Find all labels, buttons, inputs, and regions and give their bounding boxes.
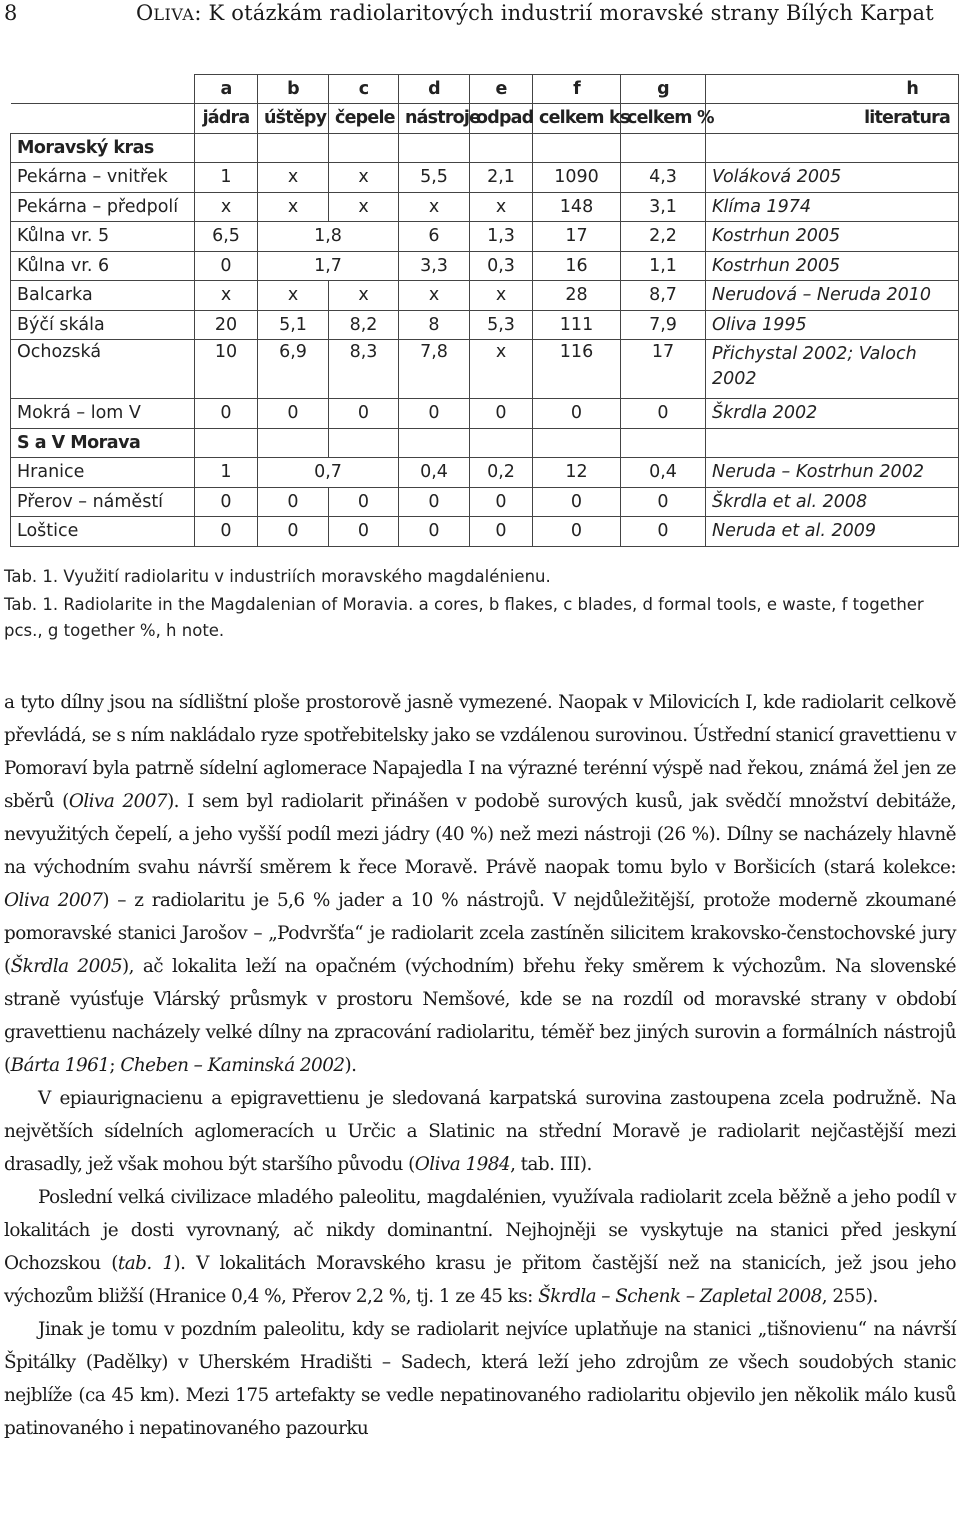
value-cell: 6,9 [258,340,329,399]
value-cell: 0 [258,487,329,517]
header-row-letters [11,75,959,104]
site-name: Kůlna vr. 5 [11,222,195,252]
header-blank-cell [11,104,195,134]
citation: Bárta 1961 [10,1055,110,1076]
value-cell: x [258,281,329,311]
empty-cell [399,428,470,458]
value-cell: 0 [399,517,470,547]
empty-cell [706,133,959,163]
empty-cell [533,428,621,458]
reference-cell: Přichystal 2002; Valoch 2002 [706,340,959,399]
value-cell: 20 [195,310,258,340]
value-cell: 7,8 [399,340,470,399]
value-cell: 4,3 [621,163,706,193]
table-row [11,487,959,517]
citation: tab. 1 [117,1253,174,1274]
table-row [11,281,959,311]
value-cell: x [329,192,399,222]
section-title: Moravský kras [11,133,195,163]
header-blank-cell [11,75,195,104]
caption-czech: Tab. 1. Využití radiolaritu v industriích moravského magdalénienu. [4,567,551,586]
value-cell: 7,9 [621,310,706,340]
value-cell: 1,8 [258,222,399,252]
text-run: ) – z radiolaritu je 5,6 % jader a 10 % nástrojů. V nejdůležitější, protože moderně zkoumané pomoravské stanici Jarošov – „Podvršťa“ je radiolarit zcela zastíněn silicitem krakovsko-čenstochovské jury ( [4,890,956,977]
value-cell: 17 [533,222,621,252]
site-name: Kůlna vr. 6 [11,251,195,281]
value-cell: x [195,281,258,311]
table-row [11,458,959,488]
table-row [11,163,959,193]
empty-cell [195,428,258,458]
text-run: Jinak je tomu v pozdním paleolitu, kdy se radiolarit nejvíce uplatňuje na stanici „tišnovienu“ na návrší Špitálky (Padělky) v Uherském Hradišti – Sadech, která leží jeho zdrojům ze všech soudobých stanic nejblíže (ca 45 km). Mezi 175 artefakty se vedle nepatinovaného radiolaritu objevilo jen několik málo kusů patinovaného i nepatinovaného pazourku [4,1319,956,1439]
value-cell: 1,7 [258,251,399,281]
value-cell: 17 [621,340,706,399]
value-cell: 0 [329,399,399,429]
text-run: ), ač lokalita leží na opačném (východním) břehu řeky směrem k výchozům. Na slovenské straně vyúsťuje Vlárský průsmyk v prostoru Nemšové, kde se na rozdíl od moravské strany v období gravettienu nacházely velké dílny na zpracování radiolaritu, téměř bez jiných surovin a formálních nástrojů ( [4,956,956,1076]
empty-cell [329,133,399,163]
value-cell: 0 [258,517,329,547]
value-cell: 10 [195,340,258,399]
empty-cell [399,133,470,163]
value-cell: 0,4 [399,458,470,488]
value-cell: 6,5 [195,222,258,252]
reference-cell: Kostrhun 2005 [706,251,959,281]
empty-cell [706,428,959,458]
citation: Oliva 2007 [4,890,103,911]
column-name: nástroje [399,104,470,134]
paragraph-4 [4,1313,956,1445]
value-cell: 8,7 [621,281,706,311]
value-cell: 0 [621,517,706,547]
value-cell: 2,2 [621,222,706,252]
value-cell: x [399,192,470,222]
table-row [11,340,959,399]
reference-cell: Škrdla 2002 [706,399,959,429]
empty-cell [258,428,329,458]
section-title: S a V Morava [11,428,195,458]
value-cell: 148 [533,192,621,222]
column-name: literatura [706,104,959,134]
text-run: ; [109,1055,121,1076]
reference-cell: Škrdla et al. 2008 [706,487,959,517]
value-cell: 5,3 [470,310,533,340]
empty-cell [329,428,399,458]
value-cell: 0 [195,517,258,547]
value-cell: 0 [621,487,706,517]
value-cell: 3,3 [399,251,470,281]
value-cell: x [470,192,533,222]
empty-cell [621,133,706,163]
value-cell: x [195,192,258,222]
value-cell: x [258,163,329,193]
reference-cell: Klíma 1974 [706,192,959,222]
value-cell: 0 [470,399,533,429]
value-cell: 5,1 [258,310,329,340]
column-letter: e [470,75,533,104]
column-letter: f [533,75,621,104]
text-run: a tyto dílny jsou na sídlištní ploše prostorově jasně vymezené. Naopak v Milovicích I, kde radiolarit celkově převládá, se s ním nakládalo ryze spotřebitelsky jako se vzdálenou surovinou. Ústřední stanicí gravettienu v Pomoraví byla patrně sídelní aglomerace Napajedla I na výrazné terénní výspě nad řekou, známá žel jen ze sběrů ( [4,692,956,812]
empty-cell [470,428,533,458]
paragraph-1 [4,686,956,1082]
body-text [4,686,956,1445]
text-run: ). V lokalitách Moravského krasu je přitom častější než na stanicích, jež jsou jeho výchozům bližší (Hranice 0,4 %, Přerov 2,2 %, tj. 1 ze 45 ks: [4,1253,956,1307]
value-cell: 0 [399,399,470,429]
value-cell: 0,7 [258,458,399,488]
column-name: odpad [470,104,533,134]
value-cell: 5,5 [399,163,470,193]
column-letter: a [195,75,258,104]
value-cell: 0 [533,399,621,429]
empty-cell [258,133,329,163]
value-cell: 2,1 [470,163,533,193]
value-cell: 1,1 [621,251,706,281]
citation: Škrdla 2005 [10,956,123,977]
section-row [11,428,959,458]
empty-cell [533,133,621,163]
value-cell: 0 [470,517,533,547]
site-name: Mokrá – lom V [11,399,195,429]
value-cell: 0 [533,517,621,547]
value-cell: x [470,281,533,311]
table-row [11,399,959,429]
value-cell: x [470,340,533,399]
reference-cell: Neruda et al. 2009 [706,517,959,547]
value-cell: 0 [329,517,399,547]
empty-cell [621,428,706,458]
section-row [11,133,959,163]
paragraph-2 [4,1082,956,1181]
text-run: V epiaurignacienu a epigravettienu je sledovaná karpatská surovina zastoupena zcela podružně. Na největších sídelních aglomeracích u Určic a Slatinic na střední Moravě je radiolarit nejčastější mezi drasadly, jež však mohou být staršího původu ( [4,1088,956,1175]
table-row [11,310,959,340]
reference-cell: Kostrhun 2005 [706,222,959,252]
reference-cell: Voláková 2005 [706,163,959,193]
value-cell: 1090 [533,163,621,193]
column-letter: h [706,75,959,104]
header-row-names [11,104,959,134]
value-cell: 16 [533,251,621,281]
value-cell: x [329,163,399,193]
value-cell: 12 [533,458,621,488]
value-cell: 0 [533,487,621,517]
column-name: celkem % [621,104,706,134]
value-cell: 1 [195,458,258,488]
site-name: Přerov – náměstí [11,487,195,517]
empty-cell [470,133,533,163]
column-name: celkem ks [533,104,621,134]
site-name: Býčí skála [11,310,195,340]
value-cell: 0 [195,251,258,281]
site-name: Pekárna – vnitřek [11,163,195,193]
site-name: Balcarka [11,281,195,311]
data-table [10,74,959,547]
caption-english: Tab. 1. Radiolarite in the Magdalenian of Moravia. a cores, b flakes, c blades, d formal tools, e waste, f together pcs., g together %, h note. [4,595,924,640]
title-text: : K otázkám radiolaritových industrií moravské strany Bílých Karpat [194,1,934,25]
value-cell: 0 [470,487,533,517]
column-name: úštěpy [258,104,329,134]
value-cell: 0 [258,399,329,429]
value-cell: x [329,281,399,311]
value-cell: 0 [195,487,258,517]
citation: Škrdla – Schenk – Zapletal 2008 [538,1286,822,1307]
value-cell: 8 [399,310,470,340]
value-cell: 0,4 [621,458,706,488]
column-letter: d [399,75,470,104]
citation: Oliva 2007 [68,791,168,812]
column-name: jádra [195,104,258,134]
author-initial: O [136,1,154,25]
value-cell: 8,3 [329,340,399,399]
value-cell: 0,2 [470,458,533,488]
page-number: 8 [4,1,18,25]
reference-cell: Nerudová – Neruda 2010 [706,281,959,311]
value-cell: 3,1 [621,192,706,222]
citation: Oliva 1984 [414,1154,511,1175]
value-cell: 111 [533,310,621,340]
column-letter: b [258,75,329,104]
running-header [4,0,956,30]
text-run: , tab. III). [510,1154,592,1175]
text-run: ). I sem byl radiolarit přinášen v podobě surových kusů, jak svědčí množství debitáže, nevyužitých čepelí, a jeho vyšší podíl mezi jádry (40 %) než mezi nástroji (26 %). Dílny se nacházely hlavně na východním svahu návrší směrem k řece Moravě. Právě naopak tomu bylo v Boršicích (stará kolekce: [4,791,956,878]
value-cell: 8,2 [329,310,399,340]
reference-cell: Neruda – Kostrhun 2002 [706,458,959,488]
author-smallcaps: LIVA [153,5,195,24]
text-run: , 255). [821,1286,878,1307]
value-cell: x [399,281,470,311]
table-row [11,251,959,281]
value-cell: 0 [195,399,258,429]
text-run: Poslední velká civilizace mladého paleolitu, magdalénien, využívala radiolarit zcela běžně a jeho podíl v lokalitách je dosti vyrovnaný, ač nikdy dominantní. Nejhojněji se vyskytuje na stanici před jeskyní Ochozskou ( [4,1187,956,1274]
value-cell: 0 [621,399,706,429]
table-row [11,517,959,547]
value-cell: 1 [195,163,258,193]
column-name: čepele [329,104,399,134]
column-letter: c [329,75,399,104]
citation: Cheben – Kaminská 2002 [120,1055,345,1076]
value-cell: x [258,192,329,222]
table-row [11,222,959,252]
empty-cell [195,133,258,163]
table-row [11,192,959,222]
value-cell: 0 [399,487,470,517]
site-name: Ochozská [11,340,195,399]
paragraph-3 [4,1181,956,1313]
value-cell: 0,3 [470,251,533,281]
running-title [136,0,934,28]
value-cell: 6 [399,222,470,252]
value-cell: 1,3 [470,222,533,252]
value-cell: 28 [533,281,621,311]
value-cell: 116 [533,340,621,399]
reference-cell: Oliva 1995 [706,310,959,340]
text-run: ). [344,1055,357,1076]
value-cell: 0 [329,487,399,517]
site-name: Pekárna – předpolí [11,192,195,222]
site-name: Hranice [11,458,195,488]
column-letter: g [621,75,706,104]
site-name: Loštice [11,517,195,547]
